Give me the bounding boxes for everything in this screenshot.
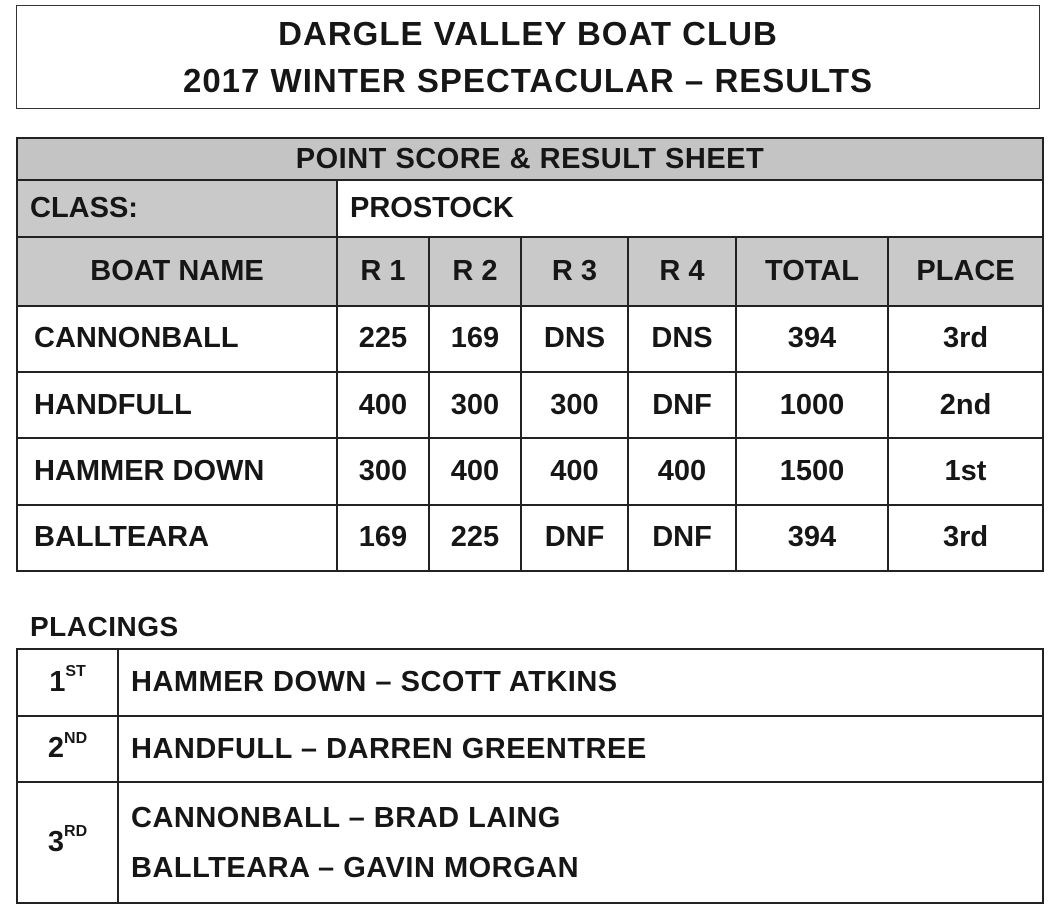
placing-row: [17, 716, 1043, 783]
winner-line: HAMMER DOWN – SCOTT ATKINS: [131, 666, 618, 699]
r4-score: DNS: [628, 306, 736, 372]
table-row: [17, 505, 1043, 571]
placings-table: [16, 648, 1044, 904]
r4-score: 400: [628, 438, 736, 504]
results-table: [16, 137, 1044, 572]
r3-score: 300: [521, 372, 628, 438]
ordinal-suffix: ST: [65, 663, 86, 681]
ordinal-suffix: RD: [64, 823, 88, 841]
total-score: 1000: [736, 372, 888, 438]
place: 2nd: [888, 372, 1043, 438]
r4-score: DNF: [628, 505, 736, 571]
r2-score: 400: [429, 438, 521, 504]
r1-score: 169: [337, 505, 429, 571]
col-r1: R 1: [337, 237, 429, 305]
col-r4: R 4: [628, 237, 736, 305]
r1-score: 400: [337, 372, 429, 438]
column-header-row: [17, 237, 1043, 305]
ordinal-suffix: ND: [64, 729, 88, 747]
winner-line: CANNONBALL – BRAD LAING: [131, 801, 561, 834]
col-place: PLACE: [888, 237, 1043, 305]
placing-ordinal: [17, 716, 118, 783]
r2-score: 169: [429, 306, 521, 372]
table-row: [17, 306, 1043, 372]
boat-name: HANDFULL: [17, 372, 337, 438]
ordinal-number: 1: [49, 665, 66, 698]
r1-score: 225: [337, 306, 429, 372]
event-title: 2017 WINTER SPECTACULAR – RESULTS: [182, 62, 874, 99]
total-score: 394: [736, 306, 888, 372]
boat-name: HAMMER DOWN: [17, 438, 337, 504]
ordinal-number: 3: [47, 826, 65, 859]
col-boat-name: BOAT NAME: [17, 237, 337, 305]
boat-name: BALLTEARA: [17, 505, 337, 571]
placing-ordinal: [17, 649, 118, 716]
placing-winners: [118, 782, 1043, 903]
placing-winners: [118, 716, 1043, 783]
class-value: PROSTOCK: [337, 180, 1043, 237]
r4-score: DNF: [628, 372, 736, 438]
r2-score: 300: [429, 372, 521, 438]
r3-score: DNS: [521, 306, 628, 372]
r2-score: 225: [429, 505, 521, 571]
placing-row: [17, 782, 1043, 903]
sheet-title: POINT SCORE & RESULT SHEET: [17, 138, 1043, 180]
winner-line: BALLTEARA – GAVIN MORGAN: [131, 851, 580, 884]
place: 3rd: [888, 505, 1043, 571]
col-r2: R 2: [429, 237, 521, 305]
table-row: [17, 372, 1043, 438]
table-row: [17, 438, 1043, 504]
place: 3rd: [888, 306, 1043, 372]
class-label: CLASS:: [17, 180, 337, 237]
total-score: 1500: [736, 438, 888, 504]
winner-line: HANDFULL – DARREN GREENTREE: [131, 732, 647, 765]
placings-heading: PLACINGS: [30, 611, 179, 642]
title-box: [16, 5, 1040, 109]
placing-winners: [118, 649, 1043, 716]
col-total: TOTAL: [736, 237, 888, 305]
total-score: 394: [736, 505, 888, 571]
r3-score: 400: [521, 438, 628, 504]
col-r3: R 3: [521, 237, 628, 305]
placing-ordinal: [17, 782, 118, 903]
club-name: DARGLE VALLEY BOAT CLUB: [278, 15, 778, 52]
placing-row: [17, 649, 1043, 716]
ordinal-number: 2: [47, 732, 65, 765]
r1-score: 300: [337, 438, 429, 504]
r3-score: DNF: [521, 505, 628, 571]
place: 1st: [888, 438, 1043, 504]
boat-name: CANNONBALL: [17, 306, 337, 372]
